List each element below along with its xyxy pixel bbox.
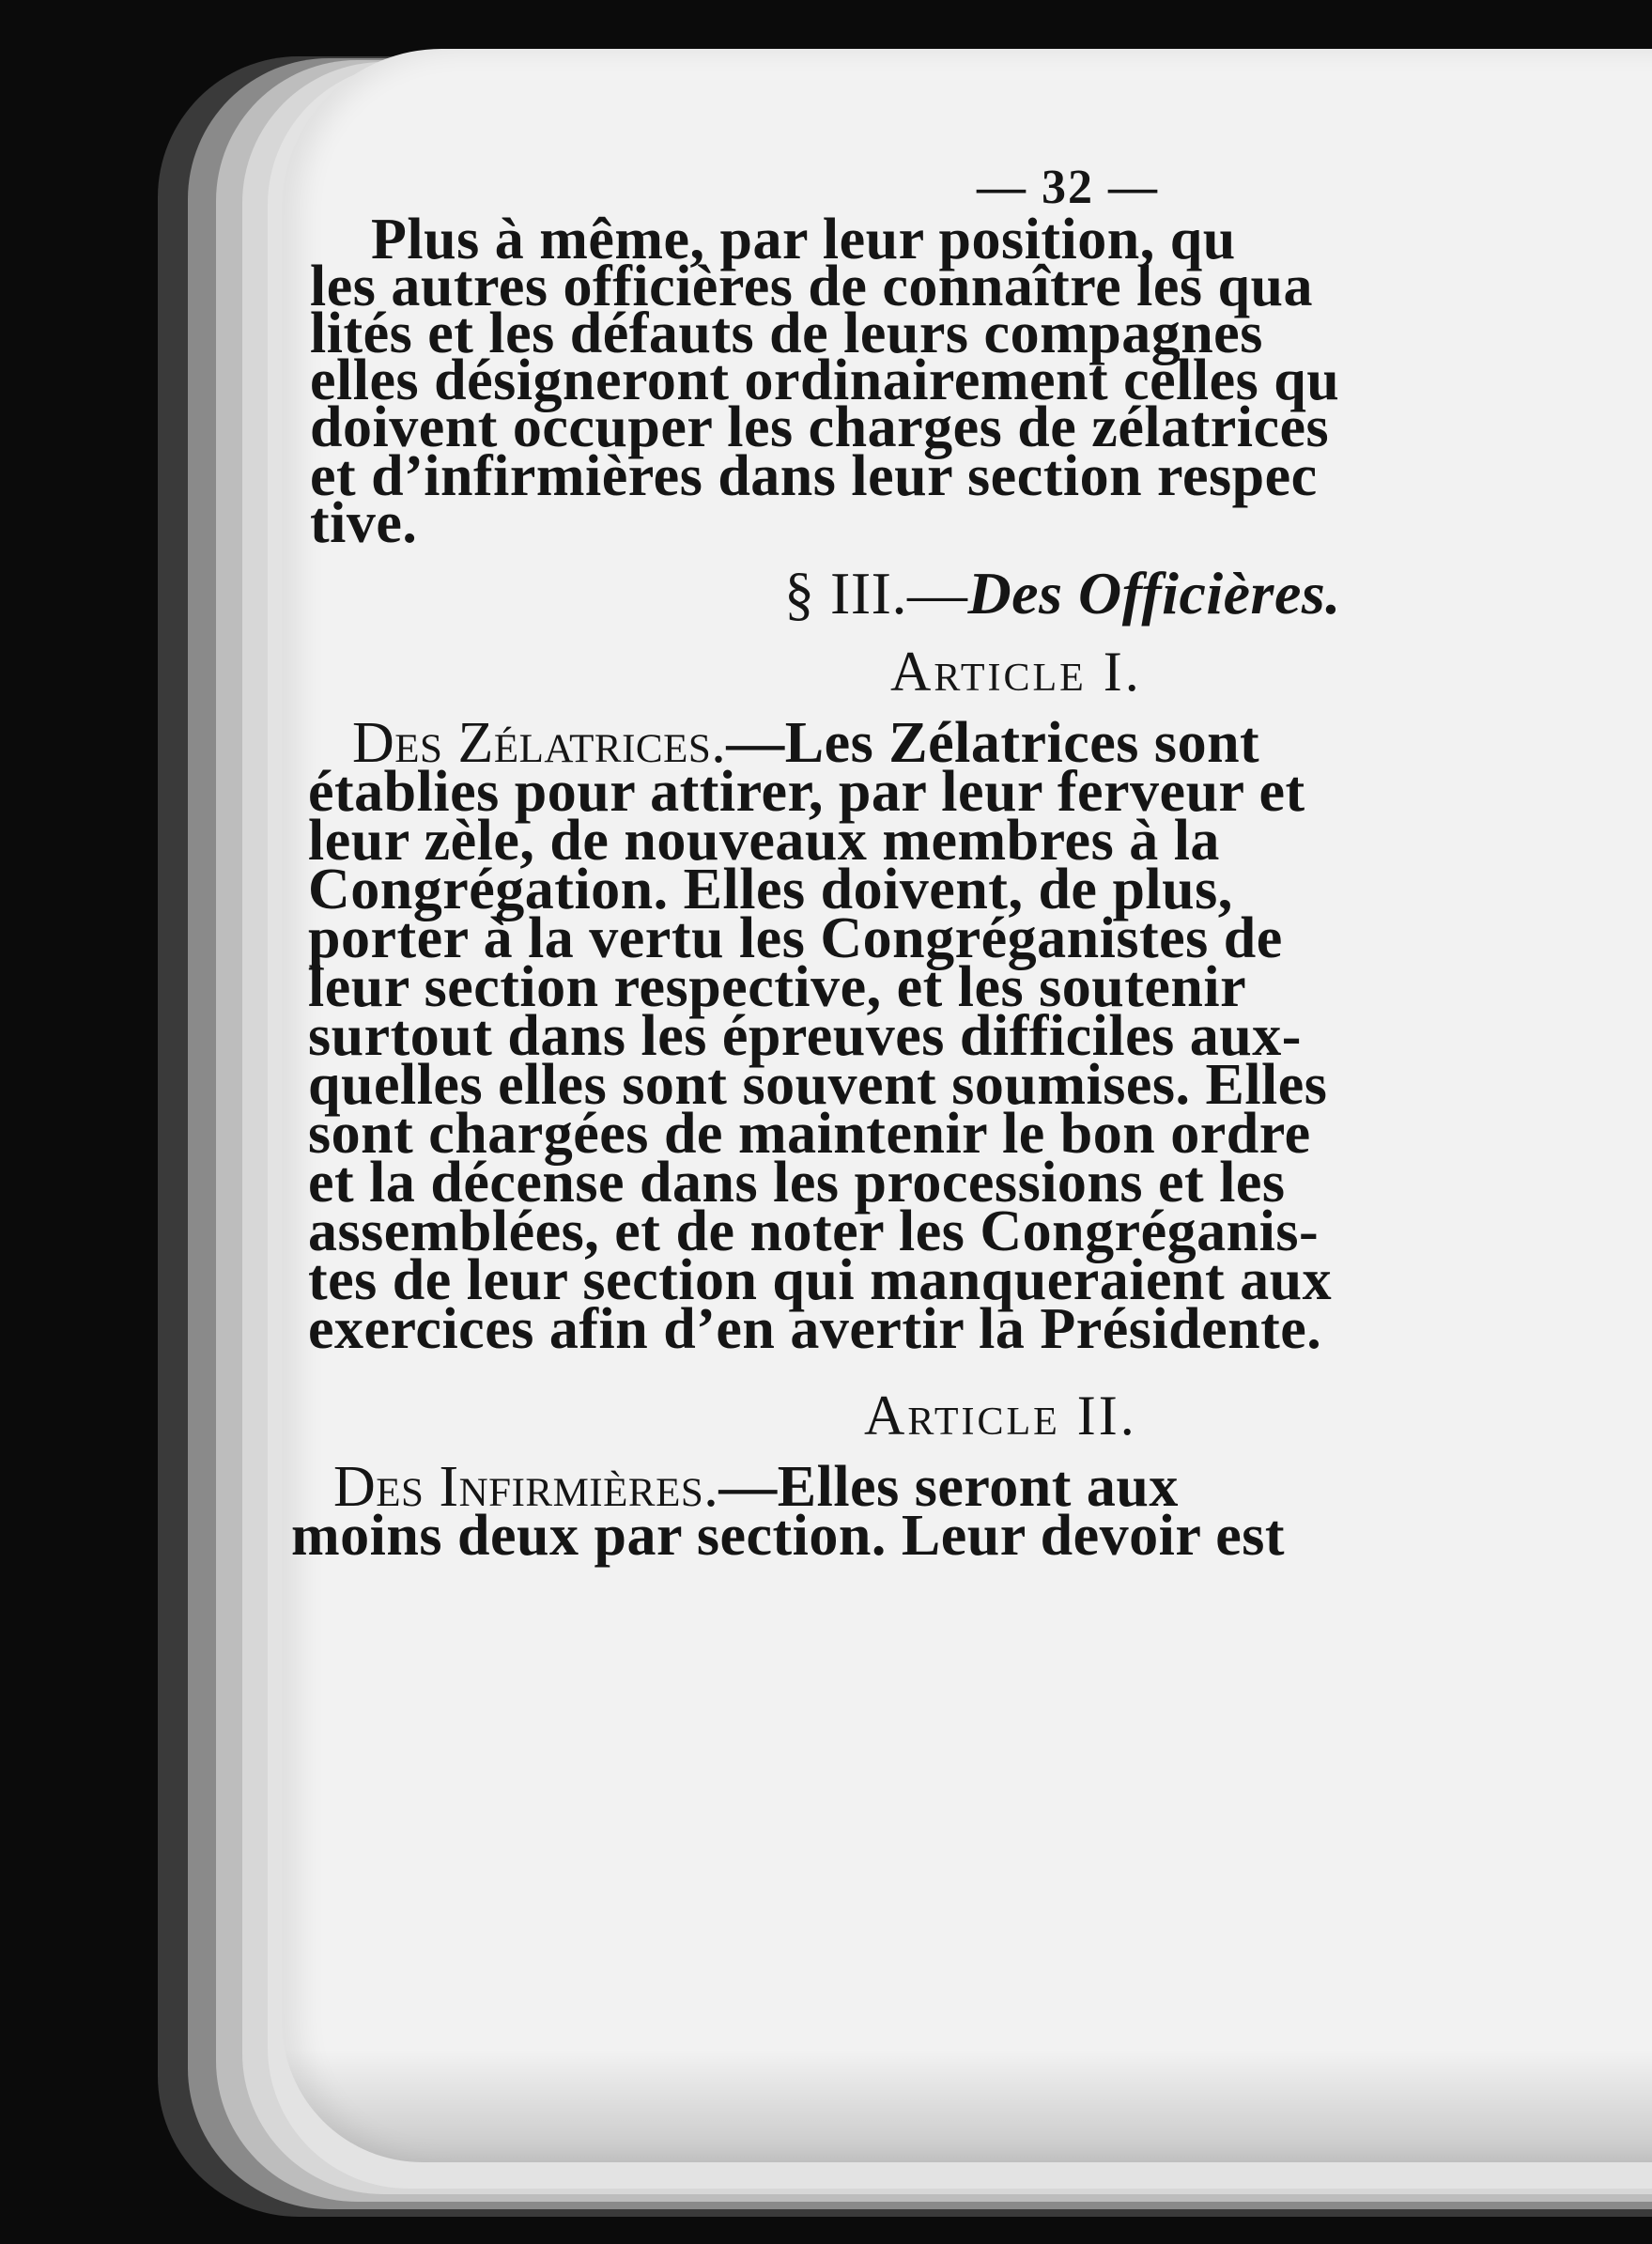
article-heading: Article I. [890, 641, 1142, 703]
text-line: leur zèle, de nouveaux membres à la [308, 809, 1220, 873]
text-line: porter à la vertu les Congréganistes de [308, 906, 1283, 970]
text-line: et la décense dans les processions et les [308, 1151, 1286, 1215]
section-heading [784, 560, 1341, 627]
text-line: tes de leur section qui manqueraient aux [308, 1248, 1333, 1312]
page-number: — 32 — [977, 161, 1159, 214]
text-line: moins deux par section. Leur devoir est [291, 1504, 1286, 1568]
section-title: Des Officières. [967, 560, 1341, 627]
text-line: établies pour attirer, par leur ferveur et [308, 760, 1305, 824]
text-line: sont chargées de maintenir le bon ordre [308, 1102, 1311, 1166]
text-line: tive. [310, 491, 418, 555]
article-heading: Article II. [864, 1385, 1137, 1447]
section-prefix: § III.— [784, 560, 968, 627]
text-line: et d’infirmières dans leur section respec [310, 444, 1318, 508]
article-lead: Des Infirmières. [333, 1455, 719, 1519]
text-line: leur section respective, et les soutenir [308, 955, 1247, 1019]
book-page [282, 49, 1652, 2162]
text-line: surtout dans les épreuves difficiles aux- [308, 1004, 1302, 1068]
text-line: lités et les défauts de leurs compagnes [310, 302, 1263, 365]
text-line: —Les Zélatrices sont [726, 711, 1260, 775]
text-line: assemblées, et de noter les Congréganis- [308, 1199, 1320, 1263]
text-line: Plus à même, par leur position, qu [371, 208, 1236, 271]
page-bottom-shadow [282, 2050, 1652, 2162]
text-line: doivent occuper les charges de zélatrices [310, 395, 1330, 459]
text-line: exercices afin d’en avertir la Présidente. [308, 1297, 1322, 1361]
text-line: Congrégation. Elles doivent, de plus, [308, 858, 1233, 921]
text-line: les autres officières de connaître les qua [310, 255, 1313, 318]
text-line: —Elles seront aux [718, 1455, 1179, 1519]
text-line: elles désigneront ordinairement celles qu [310, 348, 1340, 412]
article-lead: Des Zélatrices. [352, 711, 727, 775]
text-line: quelles elles sont souvent soumises. Elles [308, 1053, 1328, 1117]
